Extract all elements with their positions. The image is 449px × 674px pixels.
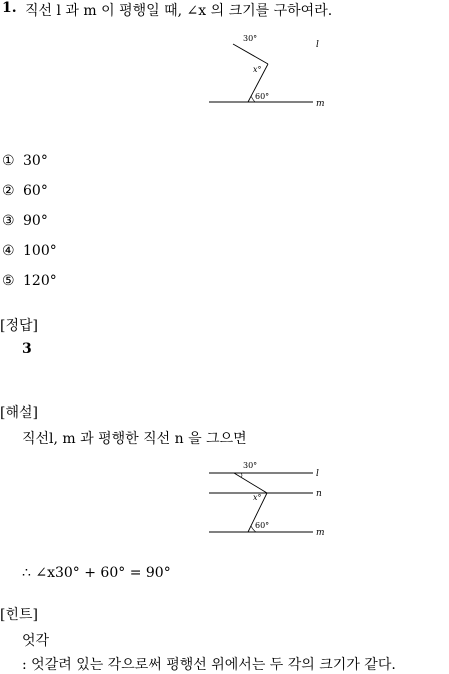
hint-title: 엇각	[22, 633, 50, 649]
parallel-lines-figure	[205, 30, 335, 110]
option-marker: ⑤	[2, 273, 15, 289]
label-bottom-angle: 60°	[255, 92, 270, 101]
option-value: 120°	[23, 273, 57, 289]
label-line-l: l	[316, 40, 319, 50]
option-marker: ④	[2, 243, 15, 259]
option-5[interactable]	[2, 273, 57, 289]
label-mid-angle: x°	[253, 493, 262, 502]
explanation-text: 직선l, m 과 평행한 직선 n 을 그으면	[22, 431, 247, 447]
answer-value: 3	[22, 341, 32, 357]
auxiliary-line-figure	[205, 455, 335, 540]
option-value: 90°	[23, 213, 48, 229]
option-marker: ②	[2, 183, 15, 199]
option-value: 30°	[23, 153, 48, 169]
hint-header: [힌트]	[0, 607, 38, 623]
label-line-m: m	[316, 99, 325, 109]
segment-top	[234, 473, 267, 493]
label-line-n: n	[316, 489, 322, 499]
question-text: 직선 l 과 m 이 평행일 때, ∠x 의 크기를 구하여라.	[25, 3, 333, 19]
option-value: 100°	[23, 243, 57, 259]
label-bottom-angle: 60°	[255, 521, 270, 530]
label-line-m: m	[316, 528, 325, 538]
option-marker: ③	[2, 213, 15, 229]
answer-header: [정답]	[0, 318, 38, 334]
segment-top	[233, 44, 268, 64]
question-number: 1.	[2, 0, 17, 16]
label-line-l: l	[316, 469, 319, 479]
explanation-conclusion: ∴ ∠x30° + 60° = 90°	[22, 565, 171, 581]
option-2[interactable]	[2, 183, 48, 199]
option-marker: ①	[2, 153, 15, 169]
option-4[interactable]	[2, 243, 57, 259]
hint-text: : 엇갈려 있는 각으로써 평행선 위에서는 두 각의 크기가 같다.	[22, 657, 396, 673]
option-3[interactable]	[2, 213, 48, 229]
label-mid-angle: x°	[253, 65, 262, 74]
label-top-angle: 30°	[243, 34, 258, 43]
option-value: 60°	[23, 183, 48, 199]
explanation-header: [해설]	[0, 405, 38, 421]
angle-arc-top	[241, 473, 242, 477]
label-top-angle: 30°	[243, 461, 258, 470]
option-1[interactable]	[2, 153, 48, 169]
